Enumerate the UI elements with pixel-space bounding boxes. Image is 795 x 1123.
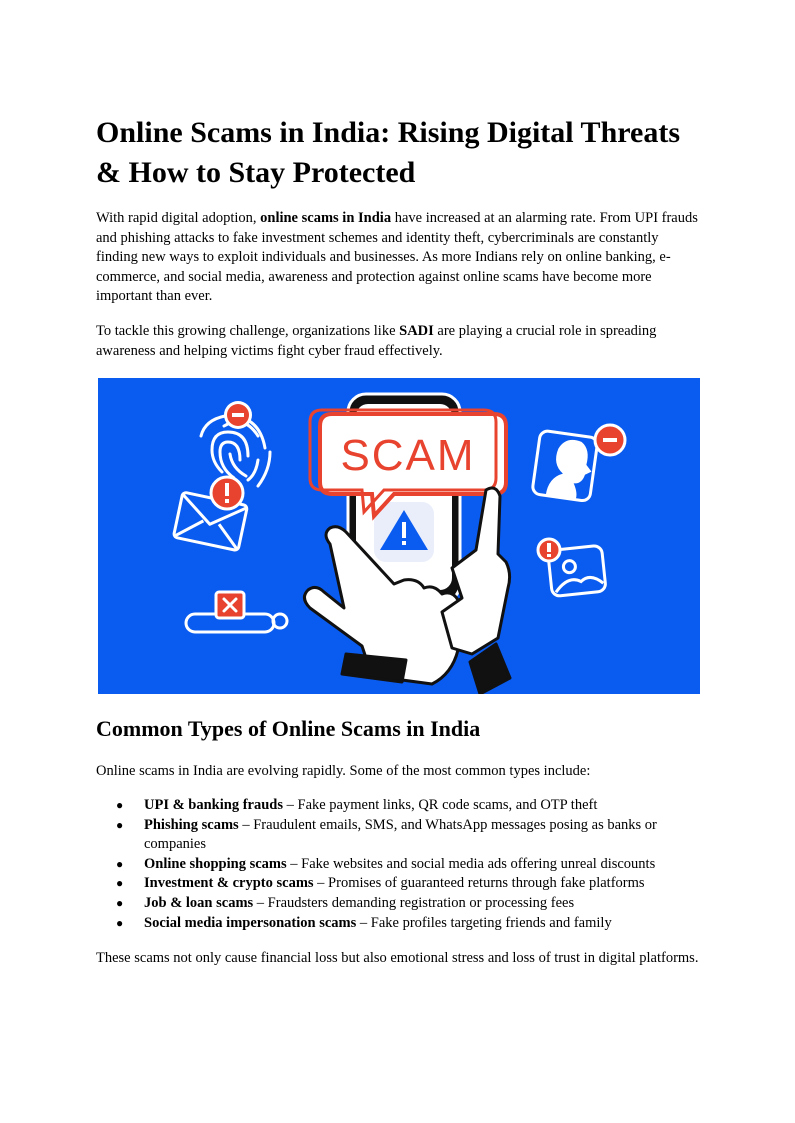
scam-type-description: – Fraudulent emails, SMS, and WhatsApp messages posing as banks or companies xyxy=(144,816,657,853)
sadi-paragraph xyxy=(96,322,700,361)
image-alert-icon xyxy=(538,539,606,597)
scam-type-description: – Fraudsters demanding registration or processing fees xyxy=(253,894,575,911)
bullet-icon: ● xyxy=(116,915,124,930)
section-intro: Online scams in India are evolving rapidly. Some of the most common types include: xyxy=(96,763,591,779)
scam-type-name: Job & loan scams xyxy=(144,894,254,911)
section-heading: Common Types of Online Scams in India xyxy=(96,716,481,741)
intro-text-start: With rapid digital adoption, xyxy=(96,210,261,226)
scam-type-name: UPI & banking frauds xyxy=(144,797,283,813)
scam-type-name: Investment & crypto scams xyxy=(144,875,314,892)
list-item xyxy=(96,855,700,875)
scam-type-description: – Fake payment links, QR code scams, and OTP theft xyxy=(283,797,598,813)
bullet-icon: ● xyxy=(116,856,124,871)
search-error-icon xyxy=(186,592,287,632)
sadi-keyword: SADI xyxy=(399,323,434,339)
intro-keyword: online scams in India xyxy=(260,210,392,226)
scam-type-description: – Fake websites and social media ads offering unreal discounts xyxy=(286,855,656,872)
sadi-text-start: To tackle this growing challenge, organizations like xyxy=(96,323,400,339)
email-alert-icon xyxy=(173,477,247,551)
scam-type-name: Social media impersonation scams xyxy=(144,914,357,931)
bullet-icon: ● xyxy=(116,895,124,910)
bullet-icon: ● xyxy=(116,876,124,891)
profile-alert-icon xyxy=(532,425,625,502)
article-title: Online Scams in India: Rising Digital Threats & How to Stay Protected xyxy=(96,116,681,189)
bullet-icon: ● xyxy=(116,817,124,832)
scam-type-description: – Fake profiles targeting friends and family xyxy=(356,914,612,931)
scam-type-name: Online shopping scams xyxy=(144,855,287,872)
bubble-text: SCAM xyxy=(340,431,476,480)
intro-paragraph xyxy=(96,209,700,307)
closing-paragraph: These scams not only cause financial loss but also emotional stress and loss of trust in digital platforms. xyxy=(96,950,699,966)
scam-type-description: – Promises of guaranteed returns through fake platforms xyxy=(313,875,645,892)
list-item xyxy=(96,796,700,816)
scam-type-name: Phishing scams xyxy=(144,816,239,833)
sadi-text-end: are playing a crucial role in spreading awareness and helping victims fight cyber fraud effectively. xyxy=(96,323,657,359)
list-item xyxy=(96,874,700,894)
intro-text-end: have increased at an alarming rate. From UPI frauds and phishing attacks to fake investment schemes and identity theft, cybercriminals are constantly finding new ways to exploit individuals and businesses. As more Indians rely on online banking, e-commerce, and social media, awareness and protection against online scams have become more important than ever. xyxy=(96,210,698,305)
list-item xyxy=(96,914,700,934)
list-item xyxy=(96,816,700,855)
bullet-icon: ● xyxy=(116,798,124,812)
scam-illustration xyxy=(98,378,700,694)
list-item xyxy=(96,894,700,914)
scam-types-list xyxy=(96,796,700,933)
minus-badge-icon xyxy=(224,401,252,429)
